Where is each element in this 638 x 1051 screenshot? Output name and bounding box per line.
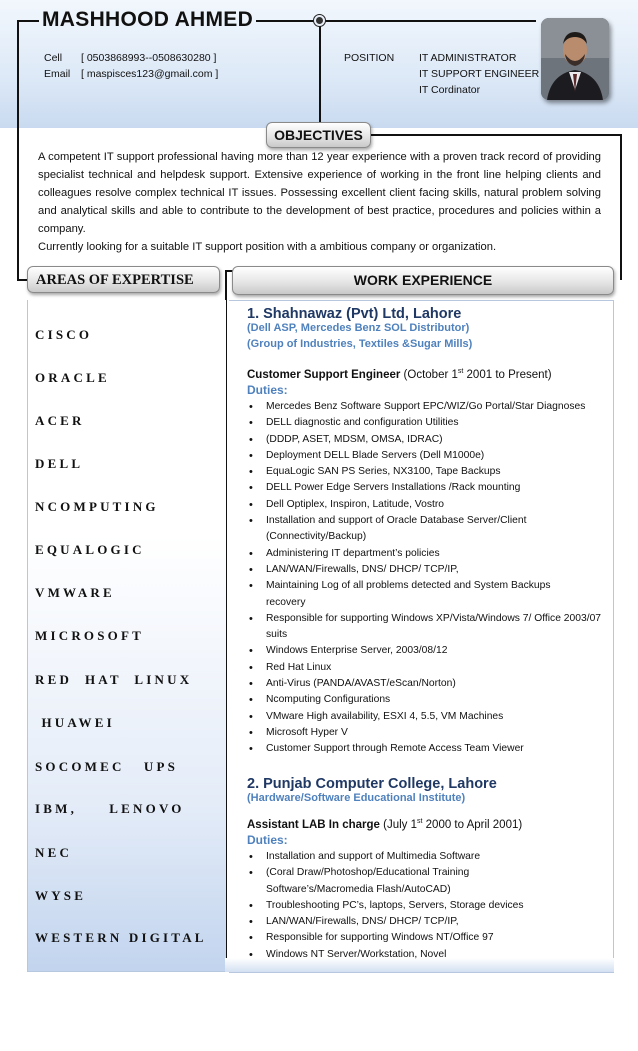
candidate-name: MASHHOOD AHMED bbox=[42, 8, 254, 31]
duty-item: • Troubleshooting PC’s, laptops, Servers, Storage devices bbox=[247, 898, 607, 914]
contact-block bbox=[44, 50, 218, 82]
duty-item: • Administering IT department’s policies bbox=[247, 546, 607, 562]
position-list bbox=[419, 50, 539, 98]
header-top-line bbox=[256, 20, 536, 22]
expertise-item: HUAWEI bbox=[35, 715, 115, 730]
expertise-item: ORACLE bbox=[35, 370, 110, 385]
expertise-item: VMWARE bbox=[35, 585, 115, 600]
duty-item: • Windows NT Server/Workstation, Novel bbox=[247, 947, 607, 963]
duty-item: • VMware High availability, ESXI 4, 5.5, VM Machines bbox=[247, 709, 607, 725]
profile-photo bbox=[541, 18, 609, 100]
expertise-item: RED HAT LINUX bbox=[35, 672, 193, 687]
duty-item: • Installation and support of Oracle Database Server/Client (Connectivity/Backup) bbox=[247, 513, 566, 546]
expertise-item: NCOMPUTING bbox=[35, 499, 159, 514]
job-period: (July 1 bbox=[379, 818, 417, 831]
duty-item: • LAN/WAN/Firewalls, DNS/ DHCP/ TCP/IP, bbox=[247, 914, 607, 930]
expertise-item: DELL bbox=[35, 456, 84, 471]
duties-list bbox=[247, 849, 607, 963]
duties-list bbox=[247, 399, 607, 758]
left-bottom-connector bbox=[17, 279, 27, 281]
position-label: POSITION bbox=[344, 52, 395, 64]
job-company-subtitle: (Hardware/Software Educational Institute) bbox=[247, 792, 466, 804]
job-period: 2000 to April 2001) bbox=[422, 818, 523, 831]
connector-circle-icon bbox=[313, 14, 326, 27]
job-period: 2001 to Present) bbox=[463, 368, 552, 381]
position-item: IT Cordinator bbox=[419, 84, 481, 96]
duty-item: • Anti-Virus (PANDA/AVAST/eScan/Norton) bbox=[247, 676, 607, 692]
job-company: 1. Shahnawaz (Pvt) Ltd, Lahore bbox=[247, 306, 462, 322]
objectives-paragraph: A competent IT support professional having more than 12 year experience with a proven track record of providing specialist technical and helpdesk support. Extensive experience of working in the front line helping clients and colleagues resolve complex technical IT issues. Possessing excellent client facing skills, natural problem solving and analytical skills and able to contribute to the development of best practice, procedures and policies within a company. bbox=[38, 151, 601, 235]
left-vertical-line bbox=[17, 20, 19, 280]
objectives-heading: OBJECTIVES bbox=[266, 122, 371, 148]
job-period-suffix: st bbox=[457, 368, 464, 375]
duty-item: • Mercedes Benz Software Support EPC/WIZ/Go Portal/Star Diagnoses bbox=[247, 399, 607, 415]
objectives-right-line bbox=[371, 134, 621, 136]
job-period-suffix: st bbox=[417, 818, 423, 825]
duty-item: • Responsible for supporting Windows NT/Office 97 bbox=[247, 930, 607, 946]
cell-value: [ 0503868993--0508630280 ] bbox=[81, 52, 217, 64]
duty-item: • Maintaining Log of all problems detected and System Backups recovery bbox=[247, 578, 556, 611]
expertise-item: MICROSOFT bbox=[35, 628, 144, 643]
job-role-line bbox=[247, 368, 552, 381]
duty-item: • Red Hat Linux bbox=[247, 660, 607, 676]
job-role: Assistant LAB In charge bbox=[247, 818, 380, 831]
duties-label: Duties: bbox=[247, 833, 288, 847]
expertise-heading bbox=[27, 266, 220, 293]
expertise-item: WESTERN DIGITAL bbox=[35, 930, 207, 945]
objectives-paragraph: Currently looking for a suitable IT support position with a ambitious company or organization. bbox=[38, 241, 497, 253]
expertise-item: ACER bbox=[35, 413, 85, 428]
job-company-subtitle: (Dell ASP, Mercedes Benz SOL Distributor) bbox=[247, 322, 470, 334]
duty-item: • DELL diagnostic and configuration Utilities bbox=[247, 415, 607, 431]
duty-item: • EquaLogic SAN PS Series, NX3100, Tape Backups bbox=[247, 464, 607, 480]
job-role: Customer Support Engineer bbox=[247, 368, 401, 381]
duty-item: • Responsible for supporting Windows XP/Vista/Windows 7/ Office 2003/07 suits bbox=[247, 611, 606, 644]
expertise-item: NEC bbox=[35, 845, 73, 860]
expertise-item: SOCOMEC UPS bbox=[35, 759, 179, 774]
expertise-item: EQUALOGIC bbox=[35, 542, 145, 557]
duty-item: • Dell Optiplex, Inspiron, Latitude, Vostro bbox=[247, 497, 607, 513]
expertise-item: IBM, LENOVO bbox=[35, 801, 185, 816]
job-period: (October 1 bbox=[400, 368, 458, 381]
objectives-text bbox=[38, 148, 601, 256]
work-experience-heading: WORK EXPERIENCE bbox=[232, 266, 614, 295]
email-value: [ maspisces123@gmail.com ] bbox=[81, 68, 219, 80]
center-vertical-line bbox=[319, 20, 321, 125]
duty-item: • Customer Support through Remote Access Team Viewer bbox=[247, 741, 607, 757]
position-item: IT SUPPORT ENGINEER bbox=[419, 68, 540, 80]
duty-item: • Windows Enterprise Server, 2003/08/12 bbox=[247, 643, 607, 659]
duty-item: • (Coral Draw/Photoshop/Educational Training Software’s/Macromedia Flash/AutoCAD) bbox=[247, 865, 536, 898]
duties-label: Duties: bbox=[247, 383, 288, 397]
duty-item: • Microsoft Hyper V bbox=[247, 725, 607, 741]
email-label: Email bbox=[44, 68, 71, 80]
cell-label: Cell bbox=[44, 52, 63, 64]
header-left-line-top bbox=[17, 20, 39, 22]
position-item: IT ADMINISTRATOR bbox=[419, 52, 517, 64]
job-company: 2. Punjab Computer College, Lahore bbox=[247, 776, 497, 792]
job-company-subtitle: (Group of Industries, Textiles &Sugar Mills) bbox=[247, 338, 473, 350]
expertise-item: CISCO bbox=[35, 327, 93, 342]
duty-item: • Deployment DELL Blade Servers (Dell M1000e) bbox=[247, 448, 607, 464]
duty-item: • Installation and support of Multimedia Software bbox=[247, 849, 607, 865]
duty-item: • DELL Power Edge Servers Installations /Rack mounting bbox=[247, 480, 607, 496]
expertise-item: WYSE bbox=[35, 888, 87, 903]
right-vertical-line bbox=[620, 134, 622, 280]
duty-item: • (DDDP, ASET, MDSM, OMSA, IDRAC) bbox=[247, 432, 607, 448]
duty-item: • Ncomputing Configurations bbox=[247, 692, 607, 708]
job-role-line bbox=[247, 818, 522, 831]
expertise-heading-label: AREAS OF EXPERTISE bbox=[36, 272, 194, 288]
duty-item: • LAN/WAN/Firewalls, DNS/ DHCP/ TCP/IP, bbox=[247, 562, 607, 578]
